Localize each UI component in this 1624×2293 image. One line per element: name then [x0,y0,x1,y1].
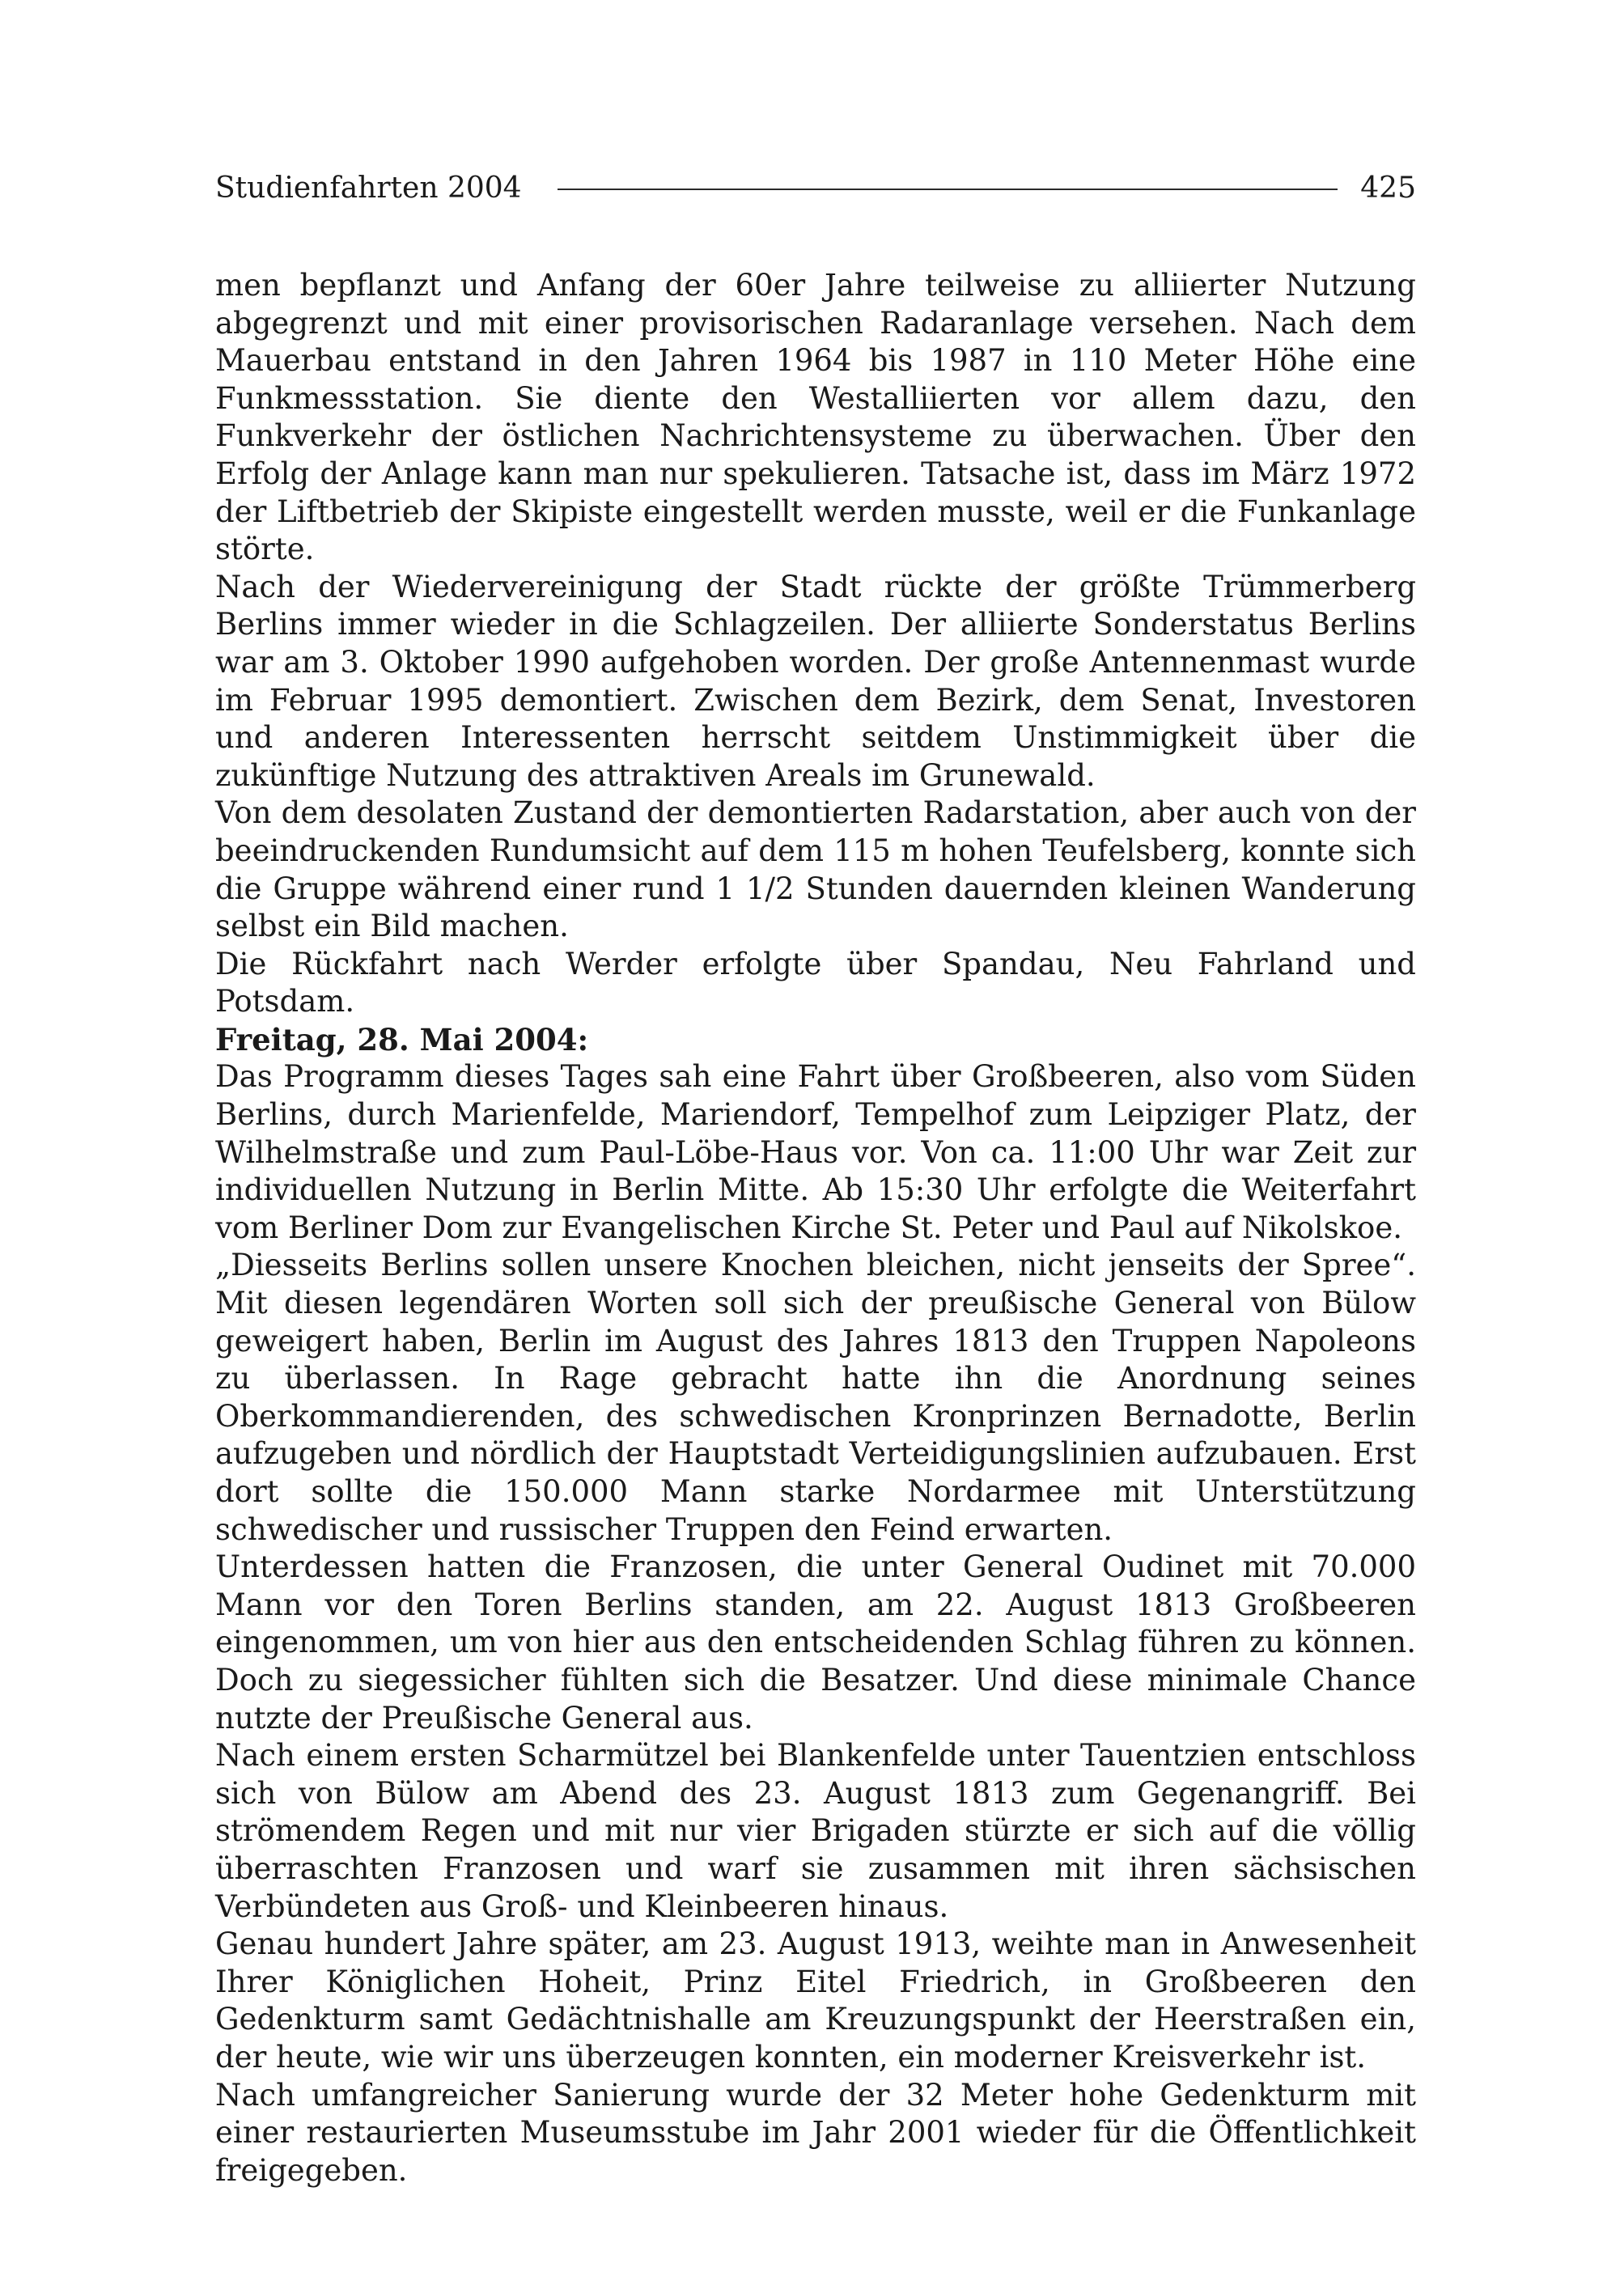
paragraph: Das Programm dieses Tages sah eine Fahrt über Großbeeren, also vom Süden Berlins, durch Marienfelde, Mariendorf, Tempelhof zum Leipziger Platz, der Wilhelmstraße und zum Paul-Löbe-Haus vor. Von ca. 11:00 Uhr war Zeit zur individuellen Nutzung in Berlin Mitte. Ab 15:30 Uhr erfolgte die Weiterfahrt vom Berliner Dom zur Evangelischen Kirche St. Peter und Paul auf Nikolskoe. [215,1059,1416,1245]
paragraph: Genau hundert Jahre später, am 23. August 1913, weihte man in Anwesenheit Ihrer Königlichen Hoheit, Prinz Eitel Friedrich, in Großbeeren den Gedenkturm samt Gedächtnishalle am Kreuzungspunkt der Heerstraßen ein, der heute, wie wir uns überzeugen konnten, ein moderner Kreisverkehr ist. [215,1926,1416,2075]
paragraph: Die Rückfahrt nach Werder erfolgte über Spandau, Neu Fahrland und Potsdam. [215,946,1416,1019]
body-text [215,267,1416,2189]
header-title: Studienfahrten 2004 [215,171,522,205]
paragraph: Von dem desolaten Zustand der demontierten Radarstation, aber auch von der beeindruckenden Rundumsicht auf dem 115 m hohen Teufelsberg, konnte sich die Gruppe während einer rund 1 1/2 Stunden dauernden kleinen Wanderung selbst ein Bild machen. [215,795,1416,944]
paragraph: men bepflanzt und Anfang der 60er Jahre teilweise zu alliierter Nutzung abgegrenzt und mit einer provisorischen Radaranlage versehen. Nach dem Mauerbau entstand in den Jahren 1964 bis 1987 in 110 Meter Höhe eine Funkmessstation. Sie diente den Westalliierten vor allem dazu, den Funkverkehr der östlichen Nachrichtensysteme zu überwachen. Über den Erfolg der Anlage kann man nur spekulieren. Tatsache ist, dass im März 1972 der Liftbetrieb der Skipiste eingestellt werden musste, weil er die Funkanlage störte. [215,268,1416,567]
paragraph: Nach der Wiedervereinigung der Stadt rückte der größte Trümmerberg Berlins immer wieder in die Schlagzeilen. Der alliierte Sonderstatus Berlins war am 3. Oktober 1990 aufgehoben worden. Der große Antennenmast wurde im Februar 1995 demontiert. Zwischen dem Bezirk, dem Senat, Investoren und anderen Interessenten herrscht seitdem Unstimmigkeit über die zukünftige Nutzung des attraktiven Areals im Grunewald. [215,569,1416,793]
section-heading: Freitag, 28. Mai 2004: [215,1021,589,1057]
paragraph: „Diesseits Berlins sollen unsere Knochen bleichen, nicht jenseits der Spree“. Mit diesen legendären Worten soll sich der preußische General von Bülow geweigert haben, Berlin im August des Jahres 1813 den Truppen Napoleons zu überlassen. In Rage gebracht hatte ihn die Anordnung seines Oberkommandierenden, des schwedischen Kronprinzen Bernadotte, Berlin aufzugeben und nördlich der Hauptstadt Verteidigungslinien aufzubauen. Erst dort sollte die 150.000 Mann starke Nordarmee mit Unterstützung schwedischer und russischer Truppen den Feind erwarten. [215,1248,1416,1547]
running-header [215,168,1416,207]
paragraph: Nach umfangreicher Sanierung wurde der 32 Meter hohe Gedenkturm mit einer restaurierten Museumsstube im Jahr 2001 wieder für die Öffentlichkeit freigegeben. [215,2077,1416,2188]
paragraph: Unterdessen hatten die Franzosen, die unter General Oudinet mit 70.000 Mann vor den Toren Berlins standen, am 22. August 1813 Großbeeren eingenommen, um von hier aus den entscheidenden Schlag führen zu können. Doch zu siegessicher fühlten sich die Besatzer. Und diese minimale Chance nutzte der Preußische General aus. [215,1549,1416,1736]
page-number: 425 [1360,171,1416,205]
paragraph: Nach einem ersten Scharmützel bei Blankenfelde unter Tauentzien entschloss sich von Bülow am Abend des 23. August 1813 zum Gegenangriff. Bei strömendem Regen und mit nur vier Brigaden stürzte er sich auf die völlig überraschten Franzosen und warf sie zusammen mit ihren sächsischen Verbündeten aus Groß- und Kleinbeeren hinaus. [215,1738,1416,1924]
header-rule [558,189,1338,190]
